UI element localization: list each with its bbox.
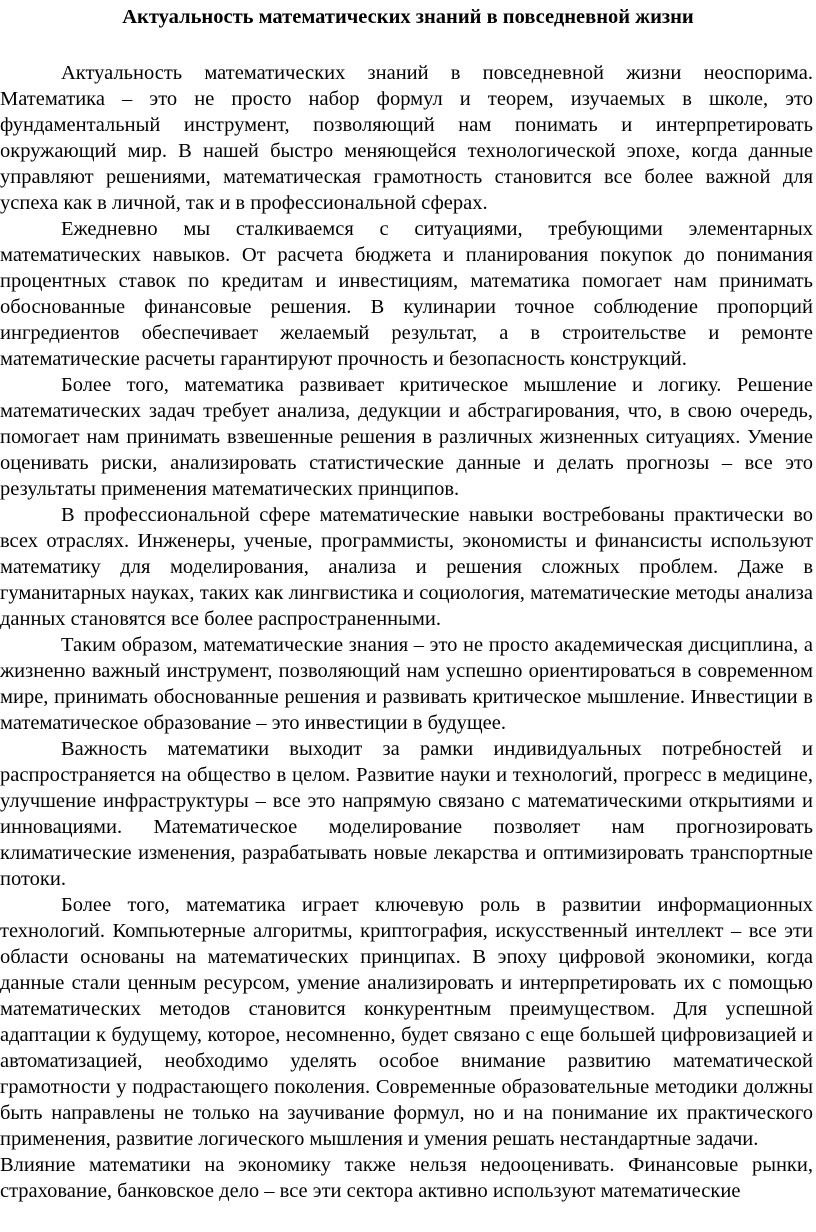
paragraph-3: Более того, математика развивает критическое мышление и логику. Решение математических задач требует анализа, дедукции и абстрагирования, что, в свою очередь, помогает нам принимать взвешенные решения в различных жизненных ситуациях. Умение оценивать риски, анализировать статистические данные и делать прогнозы – все это результаты применения математических принципов. bbox=[0, 374, 813, 500]
document-body bbox=[0, 60, 813, 1204]
document-title: Актуальность математических знаний в повседневной жизни bbox=[122, 6, 694, 28]
paragraph-4: В профессиональной сфере математические навыки востребованы практически во всех отраслях. Инженеры, ученые, программисты, экономисты и финансисты используют математику для моделирования, анализа и решения сложных проблем. Даже в гуманитарных науках, таких как лингвистика и социология, математические методы анализа данных становятся все более распространенными. bbox=[0, 504, 813, 630]
paragraph-7: Более того, математика играет ключевую роль в развитии информационных технологий. Компьютерные алгоритмы, криптография, искусственный интеллект – все эти области основаны на математических принципах. В эпоху цифровой экономики, когда данные стали ценным ресурсом, умение анализировать и интерпретировать их с помощью математических методов становится конкурентным преимуществом. Для успешной адаптации к будущему, которое, несомненно, будет связано с еще большей цифровизацией и автоматизацией, необходимо уделять особое внимание развитию математической грамотности у подрастающего поколения. Современные образовательные методики должны быть направлены не только на заучивание формул, но и на понимание их практического применения, развитие логического мышления и умения решать нестандартные задачи. bbox=[0, 894, 813, 1150]
paragraph-6: Важность математики выходит за рамки индивидуальных потребностей и распространяется на общество в целом. Развитие науки и технологий, прогресс в медицине, улучшение инфраструктуры – все это напрямую связано с математическими открытиями и инновациями. Математическое моделирование позволяет нам прогнозировать климатические изменения, разрабатывать новые лекарства и оптимизировать транспортные потоки. bbox=[0, 738, 813, 890]
paragraph-2: Ежедневно мы сталкиваемся с ситуациями, требующими элементарных математических навыков. От расчета бюджета и планирования покупок до понимания процентных ставок по кредитам и инвестициям, математика помогает нам принимать обоснованные финансовые решения. В кулинарии точное соблюдение пропорций ингредиентов обеспечивает желаемый результат, а в строительстве и ремонте математические расчеты гарантируют прочность и безопасность конструкций. bbox=[0, 218, 813, 370]
paragraph-5: Таким образом, математические знания – это не просто академическая дисциплина, а жизненно важный инструмент, позволяющий нам успешно ориентироваться в современном мире, принимать обоснованные решения и развивать критическое мышление. Инвестиции в математическое образование – это инвестиции в будущее. bbox=[0, 634, 813, 734]
paragraph-1: Актуальность математических знаний в повседневной жизни неоспорима. Математика – это не просто набор формул и теорем, изучаемых в школе, это фундаментальный инструмент, позволяющий нам понимать и интерпретировать окружающий мир. В нашей быстро меняющейся технологической эпохе, когда данные управляют решениями, математическая грамотность становится все более важной для успеха как в личной, так и в профессиональной сферах. bbox=[0, 62, 813, 214]
paragraph-8: Влияние математики на экономику также нельзя недооценивать. Финансовые рынки, страхование, банковское дело – все эти сектора активно используют математические bbox=[0, 1154, 813, 1202]
